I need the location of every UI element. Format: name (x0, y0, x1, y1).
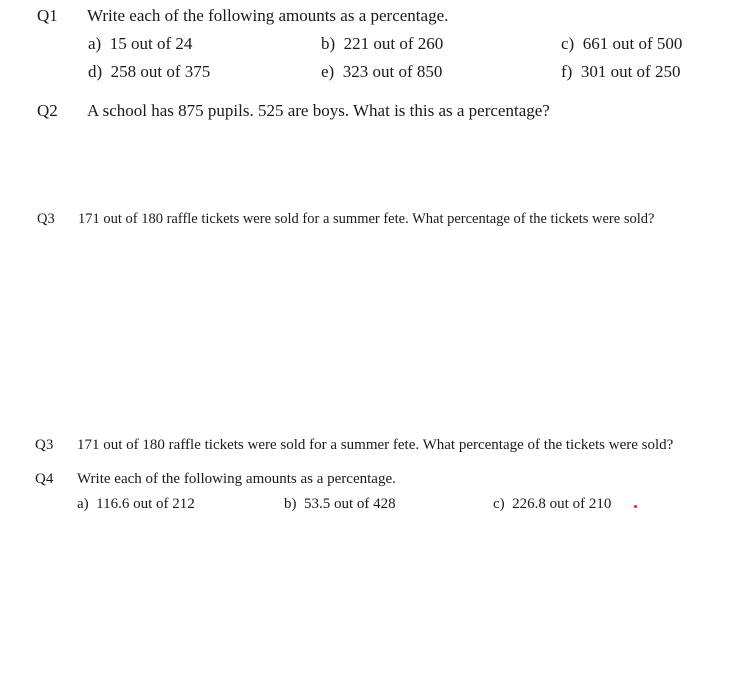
q1-prompt: Write each of the following amounts as a percentage. (87, 6, 449, 25)
q1-item-e (321, 62, 442, 82)
q3-label: Q3 (37, 211, 55, 227)
red-mark-dot (634, 505, 637, 508)
q1-label: Q1 (37, 6, 58, 25)
item-letter: e) (321, 62, 335, 81)
q1-item-a (88, 34, 192, 54)
item-text: 226.8 out of 210 (512, 496, 612, 512)
item-text: 15 out of 24 (109, 34, 193, 53)
q4-item-a (77, 496, 195, 513)
q3-repeat-text: 171 out of 180 raffle tickets were sold for a summer fete. What percentage of the tickets were sold? (77, 437, 674, 453)
item-letter: f) (561, 62, 573, 81)
item-text: 221 out of 260 (343, 34, 444, 53)
item-letter: a) (77, 496, 89, 512)
item-letter: b) (321, 34, 336, 53)
item-letter: d) (88, 62, 103, 81)
item-letter: c) (561, 34, 575, 53)
item-text: 116.6 out of 212 (96, 496, 195, 512)
q4-label: Q4 (35, 471, 54, 487)
item-letter: b) (284, 496, 297, 512)
q2-label: Q2 (37, 101, 58, 120)
q3-repeat-label: Q3 (35, 437, 54, 453)
q4-item-b (284, 496, 396, 513)
q4-prompt: Write each of the following amounts as a percentage. (77, 471, 396, 487)
q1-item-d (88, 62, 210, 82)
item-text: 661 out of 500 (582, 34, 683, 53)
q4-item-c (493, 496, 611, 513)
item-text: 301 out of 250 (580, 62, 681, 81)
item-text: 323 out of 850 (342, 62, 443, 81)
q2-text: A school has 875 pupils. 525 are boys. What is this as a percentage? (87, 101, 550, 120)
q3-text: 171 out of 180 raffle tickets were sold for a summer fete. What percentage of the tickets were sold? (78, 211, 655, 227)
item-letter: c) (493, 496, 505, 512)
q1-item-b (321, 34, 443, 54)
q1-item-f (561, 62, 680, 82)
q1-item-c (561, 34, 682, 54)
item-text: 258 out of 375 (110, 62, 211, 81)
item-text: 53.5 out of 428 (304, 496, 396, 512)
item-letter: a) (88, 34, 102, 53)
